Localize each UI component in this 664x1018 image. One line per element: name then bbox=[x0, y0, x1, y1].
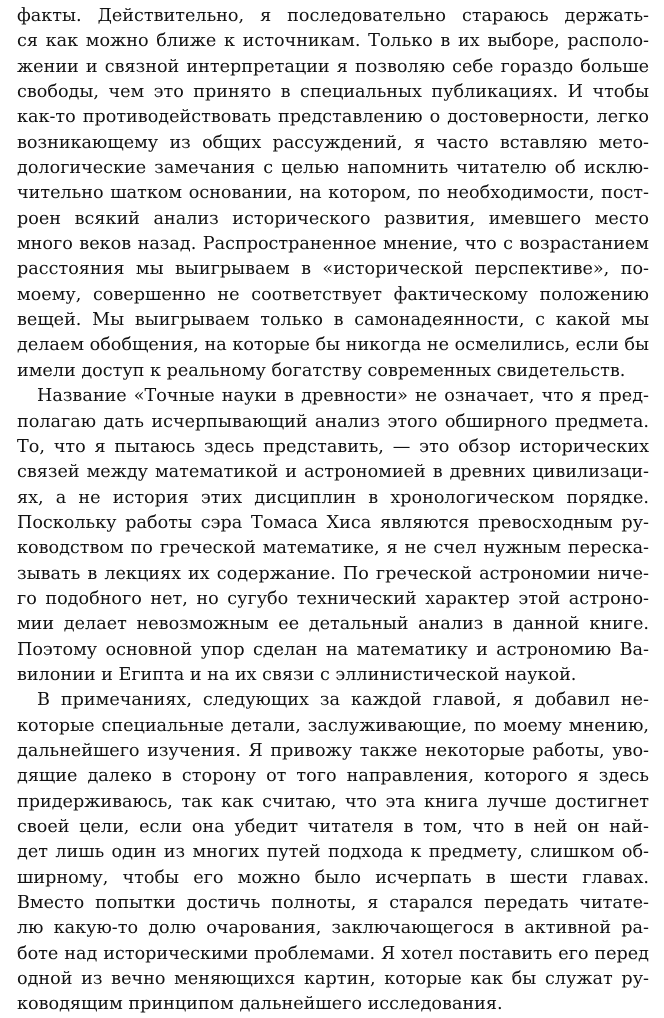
text-line: ководящим принципом дальнейшего исследования. bbox=[17, 994, 503, 1015]
text-line: Поэтому основной упор сделан на математику и астрономию Ва- bbox=[17, 639, 649, 660]
text-line: дящие далеко в сторону от того направления, которого я здесь bbox=[17, 766, 649, 787]
text-line: боте над историческими проблемами. Я хотел поставить его перед bbox=[17, 943, 649, 964]
document-page bbox=[17, 4, 649, 1018]
text-line: ководством по греческой математике, я не счел нужным переска- bbox=[17, 538, 649, 559]
paragraph-2 bbox=[17, 384, 649, 688]
text-line: роен всякий анализ исторического развития, имевшего место bbox=[17, 208, 649, 229]
text-line: полагаю дать исчерпывающий анализ этого обширного предмета. bbox=[17, 411, 649, 432]
text-line: одной из вечно меняющихся картин, которые как бы служат ру- bbox=[17, 969, 649, 990]
paragraph-1 bbox=[17, 4, 649, 384]
text-line: ся как можно ближе к источникам. Только в их выборе, располо- bbox=[17, 31, 649, 52]
text-line: Название «Точные науки в древности» не означает, что я пред- bbox=[37, 386, 649, 407]
text-line: дальнейшего изучения. Я привожу также некоторые работы, уво- bbox=[17, 740, 649, 761]
text-line: чительно шатком основании, на котором, по необходимости, пост- bbox=[17, 183, 649, 204]
text-line: ях, а не история этих дисциплин в хронологическом порядке. bbox=[17, 487, 649, 508]
text-line: факты. Действительно, я последовательно стараюсь держать- bbox=[17, 6, 649, 26]
paragraph-3 bbox=[17, 688, 649, 1017]
text-line: которые специальные детали, заслуживающие, по моему мнению, bbox=[17, 715, 649, 736]
text-line: го подобного нет, но сугубо технический характер этой астроно- bbox=[17, 588, 649, 609]
text-line: как-то противодействовать представлению о достоверности, легко bbox=[17, 107, 649, 128]
text-line: дет лишь один из многих путей подхода к предмету, слишком об- bbox=[17, 842, 649, 863]
text-line: вещей. Мы выигрываем только в самонадеянности, с какой мы bbox=[17, 310, 649, 331]
text-line: жении и связной интерпретации я позволяю себе гораздо больше bbox=[17, 56, 649, 77]
text-line: связей между математикой и астрономией в древних цивилизаци- bbox=[17, 462, 649, 483]
text-line: зывать в лекциях их содержание. По греческой астрономии ниче- bbox=[17, 563, 649, 584]
text-line: ширному, чтобы его можно было исчерпать в шести главах. bbox=[17, 867, 649, 888]
text-line: имели доступ к реальному богатству современных свидетельств. bbox=[17, 360, 626, 381]
text-line: много веков назад. Распространенное мнение, что с возрастанием bbox=[17, 234, 649, 255]
text-line: мии делает невозможным ее детальный анализ в данной книге. bbox=[17, 614, 649, 635]
text-line: своей цели, если она убедит читателя в том, что в ней он най- bbox=[17, 817, 649, 837]
text-line: делаем обобщения, на которые бы никогда не осмелились, если бы bbox=[17, 335, 649, 356]
text-line: Поскольку работы сэра Томаса Хиса являются превосходным ру- bbox=[17, 512, 649, 533]
text-line: дологические замечания с целью напомнить читателю об исклю- bbox=[17, 158, 649, 179]
text-line: возникающему из общих рассуждений, я часто вставляю мето- bbox=[17, 132, 649, 153]
text-line: придерживаюсь, так как считаю, что эта книга лучше достигнет bbox=[17, 791, 649, 812]
text-line: моему, совершенно не соответствует фактическому положению bbox=[17, 284, 649, 305]
text-line: Вместо попытки достичь полноты, я старался передать читате- bbox=[17, 893, 649, 914]
text-line: расстояния мы выигрываем в «исторической перспективе», по- bbox=[17, 259, 649, 280]
text-line: То, что я пытаюсь здесь представить, — это обзор исторических bbox=[17, 436, 649, 457]
text-line: лю какую-то долю очарования, заключающегося в активной ра- bbox=[17, 918, 649, 939]
text-line: свободы, чем это принято в специальных публикациях. И чтобы bbox=[17, 82, 649, 103]
text-line: вилонии и Египта и на их связи с эллинистической наукой. bbox=[17, 664, 577, 685]
text-line: В примечаниях, следующих за каждой главой, я добавил не- bbox=[37, 690, 649, 711]
